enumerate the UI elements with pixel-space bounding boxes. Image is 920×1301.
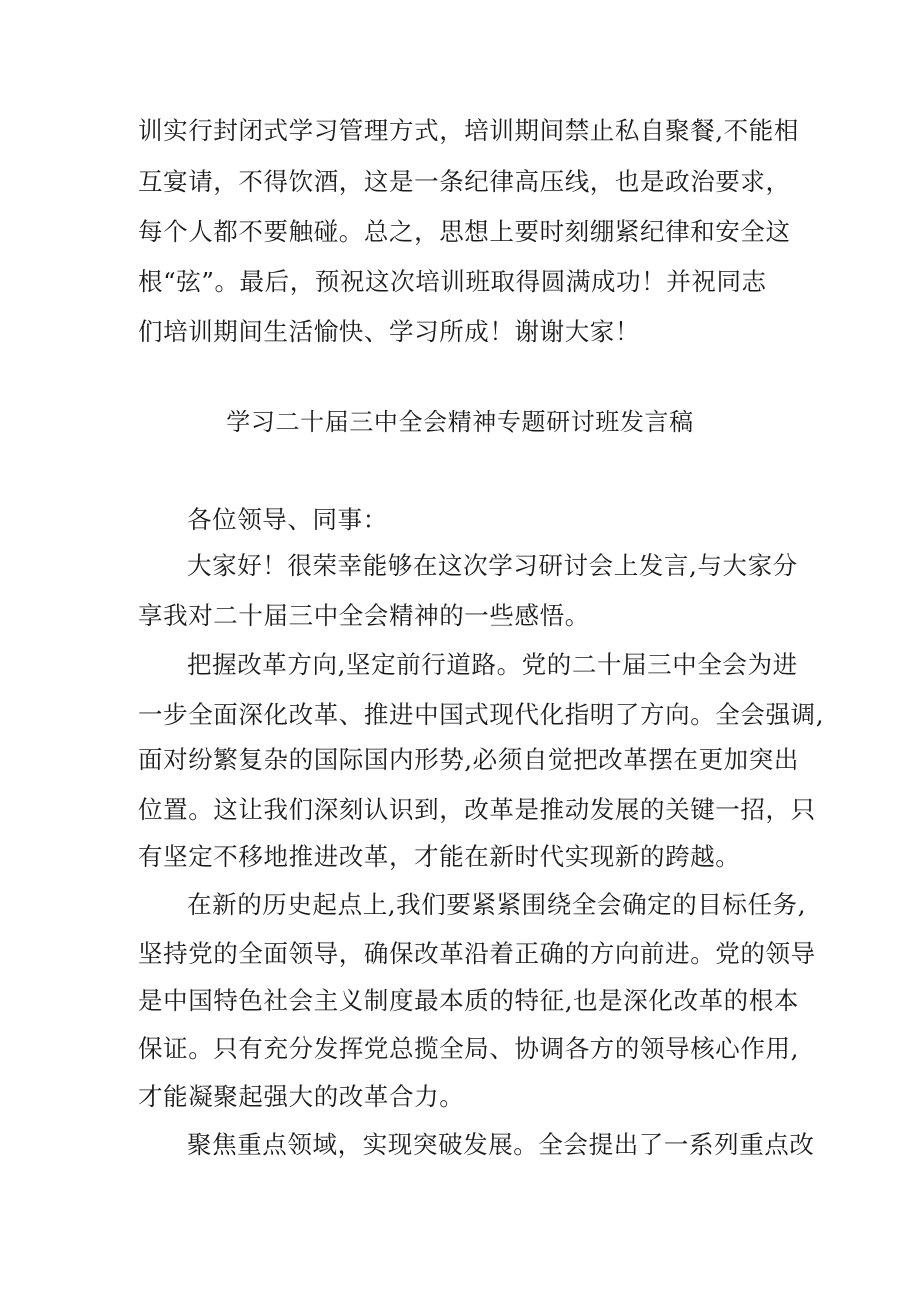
continuation-line: 们培训期间生活愉快、学习所成！谢谢大家！	[138, 317, 640, 346]
continuation-line: 每个人都不要触碰。总之，思想上要时刻绷紧纪律和安全这	[138, 217, 791, 246]
paragraph-line: 一步全面深化改革、推进中国式现代化指明了方向。全会强调,	[138, 700, 825, 729]
paragraph-line: 有坚定不移地推进改革，才能在新时代实现新的跨越。	[138, 842, 741, 871]
document-title: 学习二十届三中全会精神专题研讨班发言稿	[226, 408, 694, 436]
paragraph-line: 面对纷繁复杂的国际国内形势,必须自觉把改革摆在更加突出	[138, 745, 799, 774]
paragraph-line: 享我对二十届三中全会精神的一些感悟。	[138, 601, 590, 630]
paragraph-line: 坚持党的全面领导，确保改革沿着正确的方向前进。党的领导	[138, 939, 816, 968]
paragraph-line: 把握改革方向,坚定前行道路。党的二十届三中全会为进	[187, 650, 798, 679]
paragraph-line: 才能凝聚起强大的改革合力。	[138, 1082, 465, 1111]
paragraph-line: 是中国特色社会主义制度最本质的特征,也是深化改革的根本	[138, 986, 799, 1015]
continuation-line: 互宴请，不得饮酒，这是一条纪律高压线，也是政治要求，	[138, 167, 791, 196]
paragraph-line: 大家好！很荣幸能够在这次学习研讨会上发言,与大家分	[187, 551, 798, 580]
paragraph-line: 聚焦重点领域，实现突破发展。全会提出了一系列重点改	[187, 1130, 815, 1159]
paragraph-line: 保证。只有充分发挥党总揽全局、协调各方的领导核心作用,	[138, 1034, 799, 1063]
salutation: 各位领导、同事：	[187, 505, 388, 534]
continuation-line: 训实行封闭式学习管理方式，培训期间禁止私自聚餐,不能相	[138, 116, 799, 145]
paragraph-line: 位置。这让我们深刻认识到，改革是推动发展的关键一招，只	[138, 795, 816, 824]
paragraph-line: 在新的历史起点上,我们要紧紧围绕全会确定的目标任务,	[187, 890, 807, 919]
continuation-line: 根“弦”。最后，预祝这次培训班取得圆满成功！并祝同志	[138, 267, 767, 296]
